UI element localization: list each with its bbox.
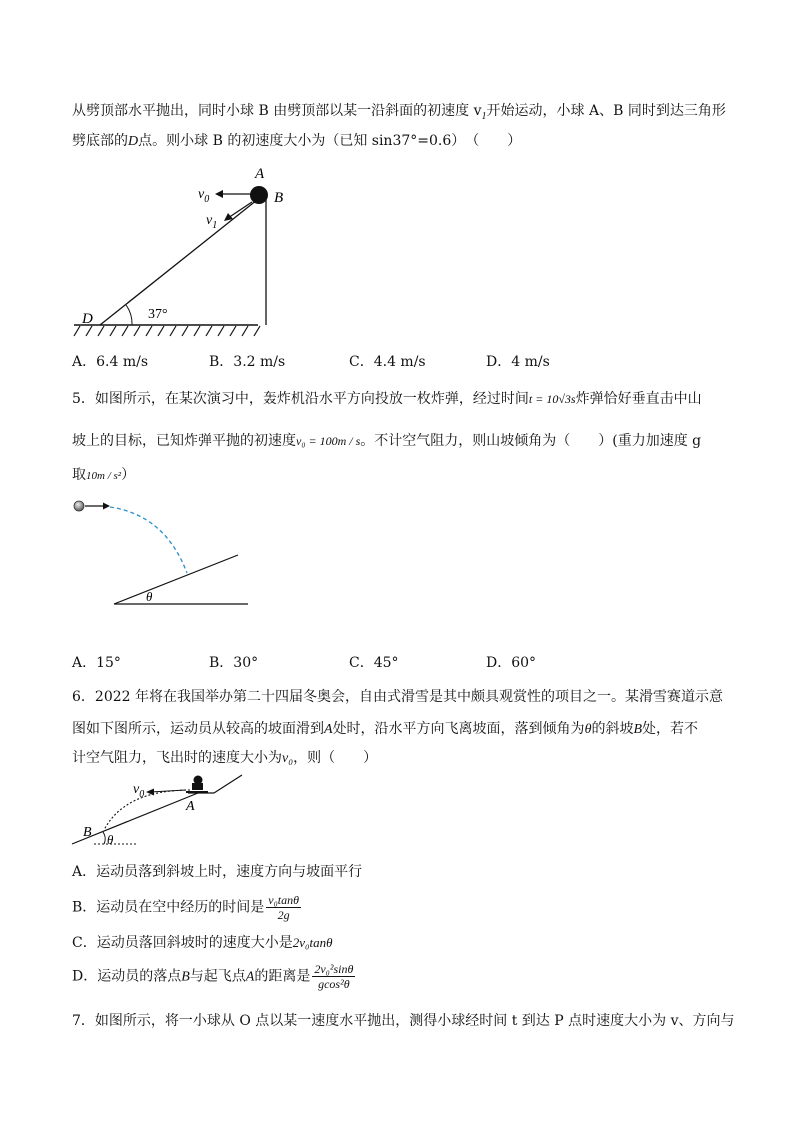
q4-sub: 1 <box>481 110 487 122</box>
q4-option-d[interactable]: D．4 m/s <box>486 354 550 370</box>
q6-text-2b: 处时，沿水平方向飞离坡面，落到倾角为 <box>332 721 585 737</box>
q4-text-end: 开始运动，小球 A、B 同时到达三角形 <box>486 103 726 119</box>
q6-text-3b: ，则（ ） <box>293 750 378 766</box>
q6-line-2 <box>72 719 722 740</box>
q6-label-a: A <box>186 799 195 814</box>
q6-option-a-text: A．运动员落到斜坡上时，速度方向与坡面平行 <box>72 864 363 880</box>
q4-options <box>72 352 722 372</box>
q6-text-3a: 计空气阻力，飞出时的速度大小为 <box>72 750 282 766</box>
q5-formula-t: t = 10√3s <box>528 392 576 406</box>
q5-text-1a: 5．如图所示，在某次演习中，轰炸机沿水平方向投放一枚炸弹，经过时间 <box>72 391 529 407</box>
q6-line-1 <box>72 687 722 707</box>
q6-option-d-point-b: B <box>181 969 190 985</box>
q6-option-d-text-c: 的距离是 <box>254 968 311 985</box>
q6-option-b-numerator: v₀tanθ <box>268 893 300 907</box>
q6-option-b-denominator: 2g <box>277 908 290 922</box>
q6-trajectory <box>104 790 190 830</box>
q5-bomb-figure <box>70 495 260 615</box>
q4-point-d: D <box>128 134 139 149</box>
q5-formula-v0: v₀ = 100m / s <box>296 434 361 448</box>
q4-text: 从劈顶部水平抛出，同时小球 B 由劈顶部以某一沿斜面的初速度 v <box>72 103 482 119</box>
q6-text-2c: 的斜坡 <box>591 721 634 737</box>
q4-line-2 <box>72 131 722 152</box>
q4-ball <box>250 186 268 204</box>
q6-text-1: 6．2022 年将在我国举办第二十四届冬奥会，自由式滑雪是其中颇具观赏性的项目之一。某滑雪赛道示意 <box>72 689 723 705</box>
q6-text-2d: 处，若不 <box>642 721 699 737</box>
q6-label-theta: θ <box>107 832 114 847</box>
q6-option-d[interactable] <box>72 962 722 998</box>
q4-label-v1: $v_1$ <box>206 213 218 231</box>
q4-line-1 <box>72 101 726 127</box>
q4-label-a: A <box>255 166 265 182</box>
q6-label-b: B <box>83 825 92 840</box>
q6-option-d-point-a: A <box>245 969 255 985</box>
q5-text-1b: 炸弹恰好垂直击中山 <box>575 391 702 407</box>
q4-text-2b: 点。则小球 B 的初速度大小为（已知 sin37°=0.6） （ ） <box>138 133 522 149</box>
q7-line-1 <box>72 1011 735 1031</box>
q7-text-1: 7．如图所示，将一小球从 O 点以某一速度水平抛出，测得小球经时间 t 到达 P 点时速度大小为 v、方向与 <box>72 1013 735 1029</box>
q5-trajectory <box>110 507 187 573</box>
q6-point-a: A <box>324 722 333 737</box>
q6-option-a[interactable] <box>72 862 722 882</box>
q6-option-d-text-b: 与起飞点 <box>189 968 246 985</box>
q5-option-a[interactable]: A．15° <box>72 655 121 671</box>
q5-label-theta: θ <box>146 589 153 604</box>
q4-incline <box>100 196 262 325</box>
q4-label-d: D <box>82 311 93 327</box>
q6-option-d-numerator: 2v₀²sinθ <box>314 962 354 976</box>
q5-bomb <box>74 501 84 511</box>
q6-option-b-text: B．运动员在空中经历的时间是 <box>72 899 265 916</box>
q5-line-3 <box>72 465 722 486</box>
q6-option-c-formula: 2v₀tanθ <box>292 935 333 950</box>
q5-text-2a: 坡上的目标，已知炸弹平抛的初速度 <box>72 433 296 449</box>
q6-theta: θ <box>584 722 592 737</box>
q6-option-d-fraction <box>312 962 355 991</box>
q5-options <box>72 653 722 673</box>
q6-option-c-text: C．运动员落回斜坡时的速度大小是 <box>72 935 293 951</box>
q6-point-b: B <box>633 722 643 737</box>
q5-text-3a: 取 <box>72 467 86 483</box>
q5-option-b[interactable]: B．30° <box>209 655 259 671</box>
q5-line-2 <box>72 431 722 451</box>
q4-label-v0: $v_0$ <box>198 187 210 205</box>
q6-label-v0: $v_0$ <box>133 782 145 800</box>
q6-option-d-text-a: D．运动员的落点 <box>72 968 182 985</box>
q6-option-b-fraction <box>266 893 301 922</box>
q6-option-b[interactable] <box>72 893 722 923</box>
q6-option-c[interactable] <box>72 933 722 953</box>
q4-wedge-figure <box>70 160 300 345</box>
q6-ski-figure <box>70 772 260 852</box>
q5-formula-g: 10m / s² <box>86 470 122 482</box>
q5-text-3b: ） <box>121 467 136 483</box>
q5-text-2b: 。不计空气阻力，则山坡倾角为（ ）(重力加速度 g <box>360 433 702 449</box>
q4-angle-label: 37° <box>148 307 168 322</box>
q4-label-b: B <box>274 190 284 206</box>
q4-text-2a: 劈底部的 <box>72 133 128 149</box>
q6-option-d-denominator: gcos²θ <box>318 977 350 991</box>
q6-v0: v₀ <box>282 751 294 766</box>
q4-option-a[interactable]: A．6.4 m/s <box>72 354 149 370</box>
q6-text-2a: 图如下图所示，运动员从较高的坡面滑到 <box>72 721 324 737</box>
q4-option-b[interactable]: B．3.2 m/s <box>209 354 286 370</box>
q5-line-1 <box>72 389 722 409</box>
q4-option-c[interactable]: C．4.4 m/s <box>349 354 426 370</box>
q5-option-c[interactable]: C．45° <box>349 655 399 671</box>
q6-line-3 <box>72 748 722 769</box>
q5-option-d[interactable]: D．60° <box>486 655 537 671</box>
q5-slope <box>114 555 238 604</box>
